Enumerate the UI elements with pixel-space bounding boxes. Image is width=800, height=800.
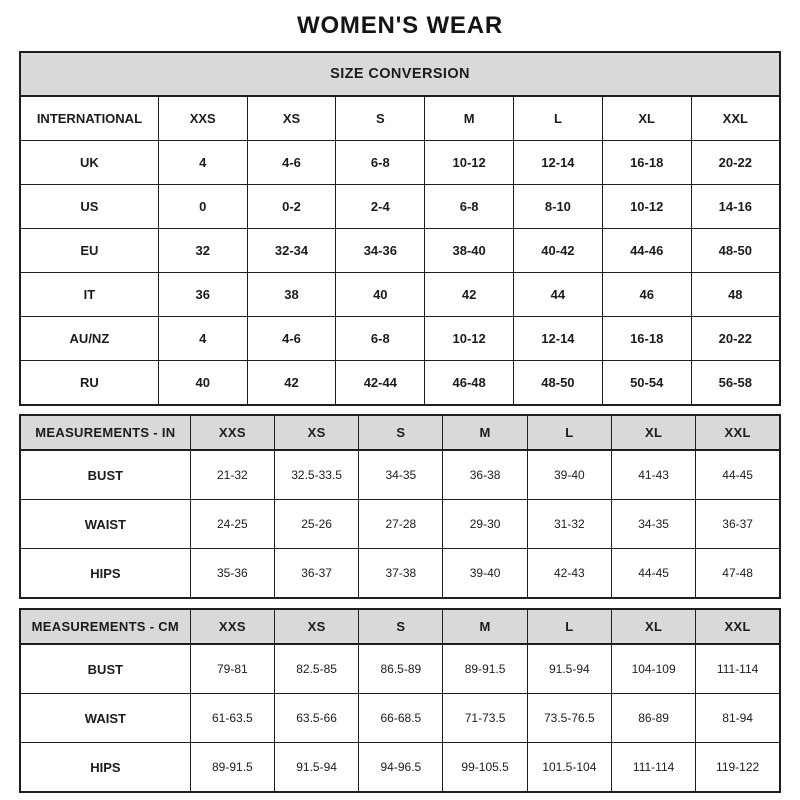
value-cell: 0 [158,185,247,229]
measurements-cm-title: MEASUREMENTS - CM [20,609,190,644]
size-header-cell: L [527,415,611,450]
table-gap [19,406,781,414]
value-cell: 41-43 [611,450,695,500]
value-cell: 6-8 [336,141,425,185]
value-cell: 66-68.5 [359,694,443,743]
table-row [20,450,780,500]
value-cell: 48-50 [691,229,780,273]
value-cell: XL [602,96,691,141]
table-row [20,361,780,406]
value-cell: 91.5-94 [527,644,611,694]
table-row [20,549,780,599]
value-cell: 73.5-76.5 [527,694,611,743]
value-cell: 46 [602,273,691,317]
value-cell: 50-54 [602,361,691,406]
value-cell: 32 [158,229,247,273]
value-cell: 40-42 [514,229,603,273]
row-label: BUST [20,644,190,694]
measurements-cm-header-row [20,609,780,644]
size-header-cell: XXL [696,609,780,644]
measurements-cm-table [19,608,781,793]
table-row [20,743,780,793]
value-cell: 34-36 [336,229,425,273]
value-cell: 38 [247,273,336,317]
table-gap [19,599,781,608]
value-cell: 86-89 [611,694,695,743]
value-cell: XXL [691,96,780,141]
value-cell: 10-12 [425,317,514,361]
row-label: AU/NZ [20,317,158,361]
value-cell: 4-6 [247,317,336,361]
value-cell: L [514,96,603,141]
page-title: WOMEN'S WEAR [297,12,503,39]
table-row [20,317,780,361]
value-cell: 81-94 [696,694,780,743]
size-header-cell: L [527,609,611,644]
value-cell: 25-26 [274,500,358,549]
size-header-cell: XS [274,609,358,644]
table-row [20,96,780,141]
value-cell: 12-14 [514,141,603,185]
value-cell: 10-12 [425,141,514,185]
value-cell: 35-36 [190,549,274,599]
value-cell: 16-18 [602,141,691,185]
value-cell: 34-35 [611,500,695,549]
value-cell: 20-22 [691,317,780,361]
value-cell: 94-96.5 [359,743,443,793]
row-label: WAIST [20,500,190,549]
value-cell: 10-12 [602,185,691,229]
value-cell: S [336,96,425,141]
value-cell: 56-58 [691,361,780,406]
size-conversion-header-row [20,52,780,96]
table-row [20,141,780,185]
value-cell: 6-8 [425,185,514,229]
value-cell: 4 [158,317,247,361]
measurements-in-header-row [20,415,780,450]
table-row [20,273,780,317]
value-cell: 99-105.5 [443,743,527,793]
size-header-cell: S [359,609,443,644]
value-cell: 32.5-33.5 [274,450,358,500]
value-cell: 44-45 [611,549,695,599]
value-cell: 61-63.5 [190,694,274,743]
value-cell: 101.5-104 [527,743,611,793]
size-header-cell: S [359,415,443,450]
size-conversion-table [19,51,781,406]
value-cell: 44 [514,273,603,317]
value-cell: XXS [158,96,247,141]
row-label: HIPS [20,743,190,793]
row-label: WAIST [20,694,190,743]
value-cell: 36-37 [696,500,780,549]
value-cell: 38-40 [425,229,514,273]
value-cell: 24-25 [190,500,274,549]
value-cell: 79-81 [190,644,274,694]
size-header-cell: XS [274,415,358,450]
size-header-cell: XXL [696,415,780,450]
value-cell: 31-32 [527,500,611,549]
value-cell: 39-40 [527,450,611,500]
value-cell: 44-45 [696,450,780,500]
row-label: UK [20,141,158,185]
value-cell: 27-28 [359,500,443,549]
value-cell: 111-114 [611,743,695,793]
value-cell: 40 [158,361,247,406]
value-cell: 86.5-89 [359,644,443,694]
value-cell: 20-22 [691,141,780,185]
size-header-cell: M [443,609,527,644]
measurements-in-title: MEASUREMENTS - IN [20,415,190,450]
value-cell: 42 [247,361,336,406]
row-label: EU [20,229,158,273]
value-cell: 16-18 [602,317,691,361]
value-cell: 42-44 [336,361,425,406]
value-cell: 48 [691,273,780,317]
value-cell: 42 [425,273,514,317]
value-cell: 4-6 [247,141,336,185]
value-cell: 6-8 [336,317,425,361]
value-cell: 44-46 [602,229,691,273]
value-cell: 42-43 [527,549,611,599]
value-cell: XS [247,96,336,141]
value-cell: 0-2 [247,185,336,229]
value-cell: 4 [158,141,247,185]
value-cell: 111-114 [696,644,780,694]
measurements-in-table [19,414,781,599]
value-cell: 40 [336,273,425,317]
value-cell: 63.5-66 [274,694,358,743]
value-cell: 47-48 [696,549,780,599]
size-header-cell: XL [611,415,695,450]
table-row [20,500,780,549]
value-cell: 89-91.5 [443,644,527,694]
row-label: RU [20,361,158,406]
size-header-cell: M [443,415,527,450]
table-row [20,229,780,273]
value-cell: 119-122 [696,743,780,793]
value-cell: 46-48 [425,361,514,406]
value-cell: M [425,96,514,141]
value-cell: 34-35 [359,450,443,500]
value-cell: 91.5-94 [274,743,358,793]
table-row [20,644,780,694]
size-header-cell: XXS [190,415,274,450]
table-row [20,185,780,229]
value-cell: 48-50 [514,361,603,406]
row-label: BUST [20,450,190,500]
value-cell: 82.5-85 [274,644,358,694]
value-cell: 36 [158,273,247,317]
value-cell: 8-10 [514,185,603,229]
value-cell: 21-32 [190,450,274,500]
size-header-cell: XXS [190,609,274,644]
value-cell: 2-4 [336,185,425,229]
table-row [20,694,780,743]
value-cell: 89-91.5 [190,743,274,793]
row-label: INTERNATIONAL [20,96,158,141]
row-label: HIPS [20,549,190,599]
size-header-cell: XL [611,609,695,644]
row-label: IT [20,273,158,317]
value-cell: 32-34 [247,229,336,273]
value-cell: 36-38 [443,450,527,500]
value-cell: 39-40 [443,549,527,599]
value-cell: 37-38 [359,549,443,599]
row-label: US [20,185,158,229]
value-cell: 71-73.5 [443,694,527,743]
size-conversion-title: SIZE CONVERSION [20,52,780,96]
value-cell: 12-14 [514,317,603,361]
value-cell: 104-109 [611,644,695,694]
value-cell: 36-37 [274,549,358,599]
value-cell: 14-16 [691,185,780,229]
value-cell: 29-30 [443,500,527,549]
